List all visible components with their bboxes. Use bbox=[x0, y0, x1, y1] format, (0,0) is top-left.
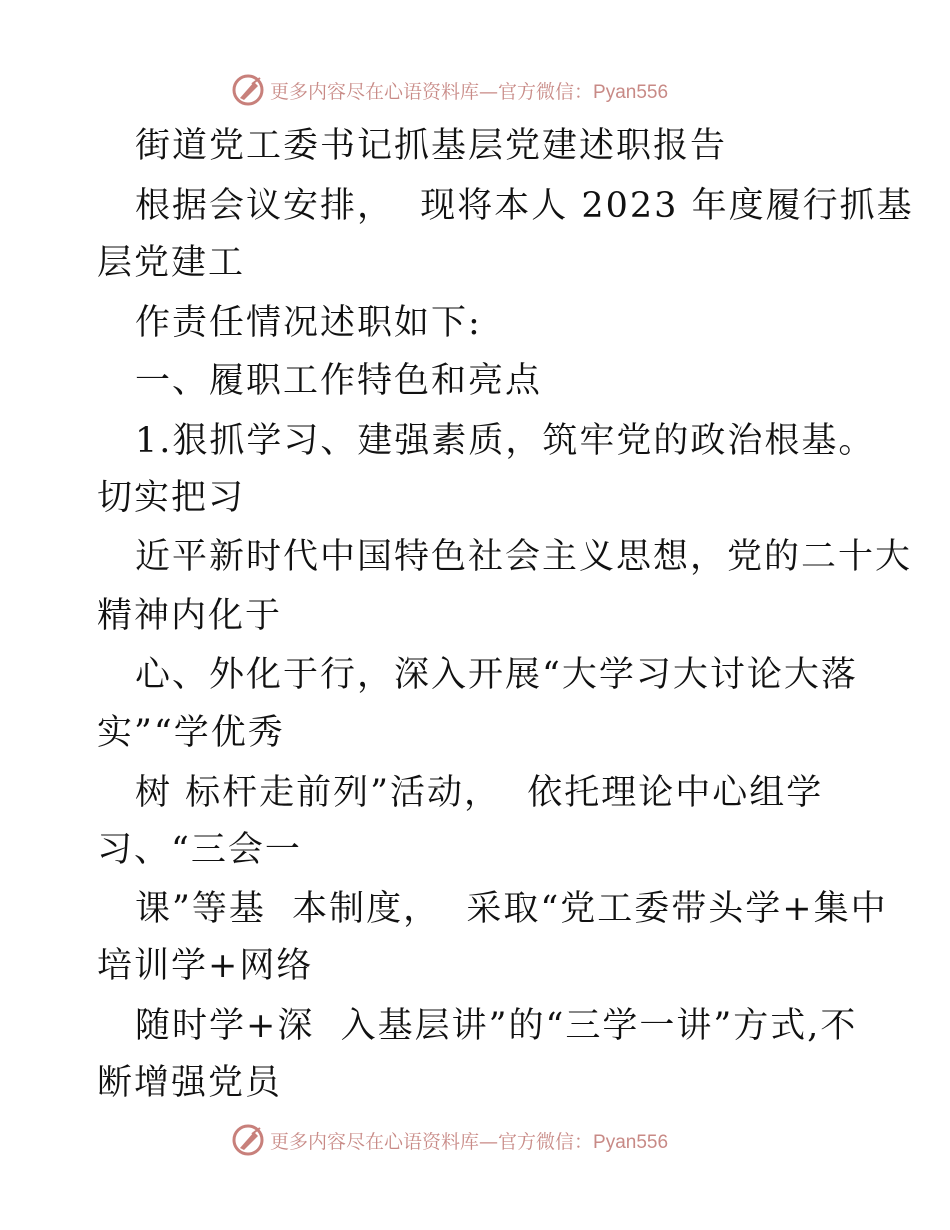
watermark-site-text: 更多内容尽在心语资料库 bbox=[270, 80, 480, 103]
watermark-text bbox=[270, 77, 668, 104]
body-line: 根据会议安排， 现将本人 2023 年度履行抓基 bbox=[135, 186, 914, 226]
watermark-text bbox=[270, 1127, 668, 1154]
body-line: 近平新时代中国特色社会主义思想，党的二十大 bbox=[135, 537, 913, 577]
pen-nib-circle-logo bbox=[230, 72, 266, 108]
body-line: 心、外化于行，深入开展“大学习大讨论大落 bbox=[135, 655, 858, 695]
watermark-banner-top bbox=[230, 70, 750, 110]
watermark-account: Pyan556 bbox=[593, 1131, 669, 1153]
pen-nib-circle-logo bbox=[230, 1122, 266, 1158]
body-line: 习、“三会一 bbox=[97, 830, 302, 870]
watermark-dash: — bbox=[479, 1130, 499, 1153]
watermark-dash: — bbox=[479, 80, 499, 103]
body-line: 精神内化于 bbox=[97, 596, 283, 636]
body-line: 树 标杆走前列”活动， 依托理论中心组学 bbox=[135, 773, 824, 813]
watermark-banner-bottom bbox=[230, 1120, 750, 1160]
body-line: 层党建工 bbox=[97, 243, 246, 283]
body-line: 切实把习 bbox=[97, 478, 246, 518]
body-line: 1.狠抓学习、建强素质，筑牢党的政治根基。 bbox=[135, 421, 876, 461]
watermark-wechat-label: 官方微信： bbox=[498, 1130, 594, 1153]
watermark-site-text: 更多内容尽在心语资料库 bbox=[270, 1130, 480, 1153]
document-title: 街道党工委书记抓基层党建述职报告 bbox=[135, 126, 728, 166]
section-heading: 一、履职工作特色和亮点 bbox=[135, 361, 543, 401]
body-line: 随时学+深 入基层讲”的“三学一讲”方式,不 bbox=[135, 1006, 858, 1046]
body-line: 实”“学优秀 bbox=[97, 713, 285, 753]
body-line: 断增强党员 bbox=[97, 1063, 283, 1103]
body-line: 作责任情况述职如下: bbox=[135, 303, 482, 343]
watermark-wechat-label: 官方微信： bbox=[498, 80, 594, 103]
body-line: 培训学+网络 bbox=[97, 946, 314, 986]
watermark-account: Pyan556 bbox=[593, 81, 669, 103]
body-line: 课”等基 本制度， 采取“党工委带头学+集中 bbox=[135, 889, 888, 929]
